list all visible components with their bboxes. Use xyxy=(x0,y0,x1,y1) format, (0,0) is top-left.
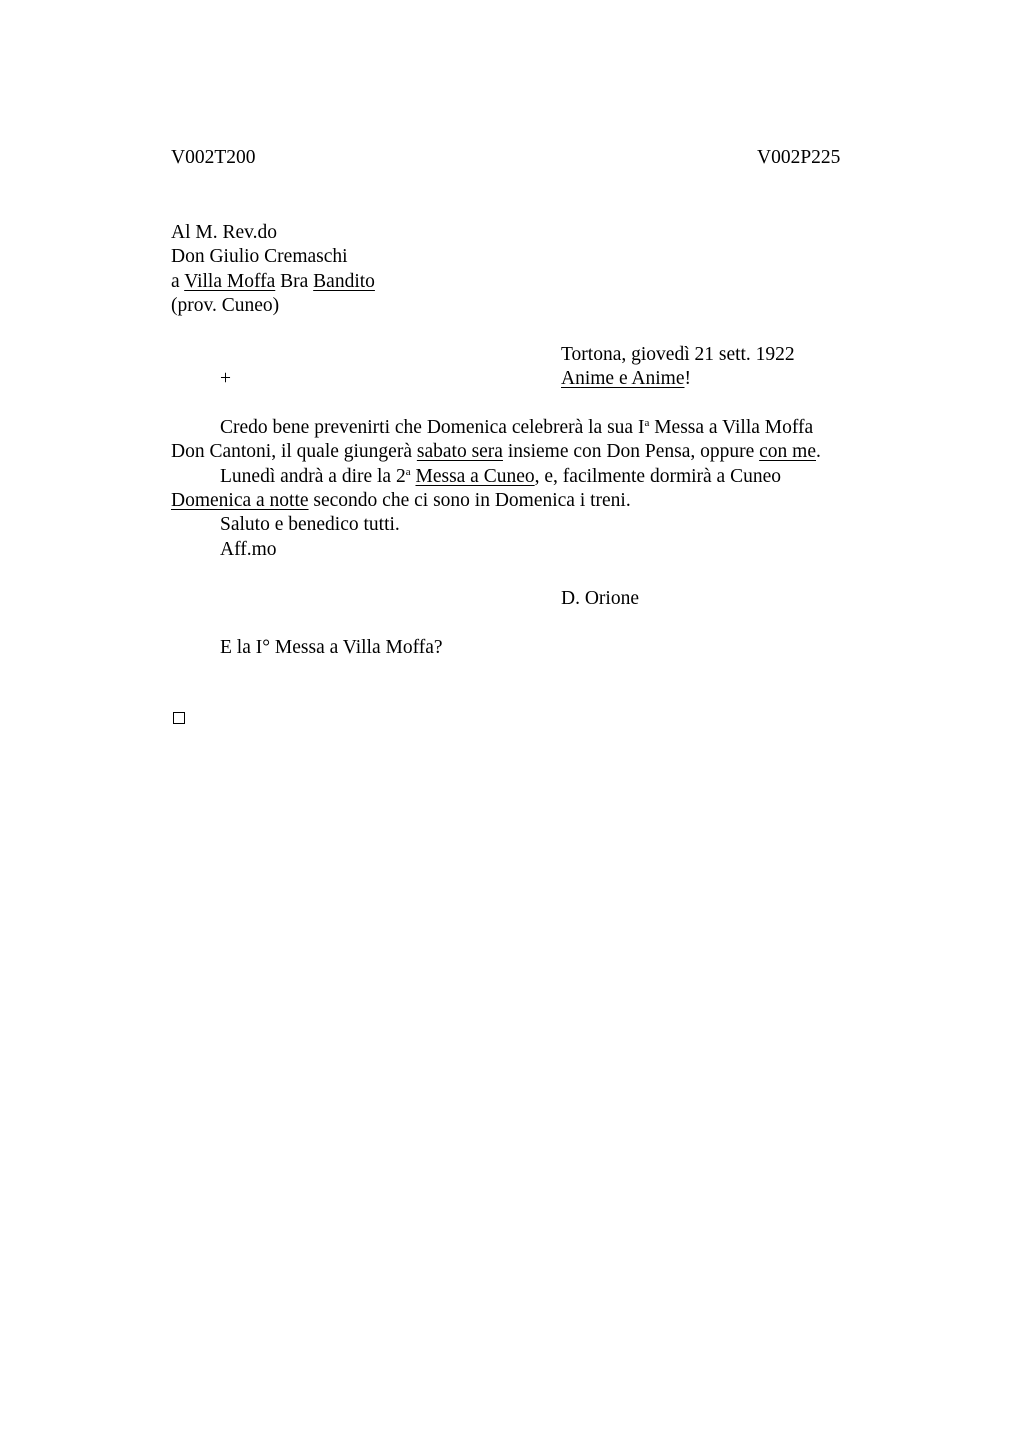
place-and-date: Tortona, giovedì 21 sett. 1922 xyxy=(561,344,795,365)
body-text: secondo che ci sono in Domenica i treni. xyxy=(308,490,631,511)
signature: D. Orione xyxy=(561,588,639,609)
end-mark-square xyxy=(173,712,185,724)
body-text: insieme con Don Pensa, oppure xyxy=(502,441,760,462)
postscript: E la I° Messa a Villa Moffa? xyxy=(220,637,443,658)
address-line-4: (prov. Cuneo) xyxy=(171,295,280,316)
address-line-3 xyxy=(171,270,375,294)
body-text: Credo bene prevenirti che Domenica celebrerà la sua I xyxy=(220,417,645,438)
underlined-text: Messa a Cuneo xyxy=(415,466,535,487)
body-line-2 xyxy=(171,440,821,464)
motto xyxy=(561,367,691,391)
body-text: Don Cantoni, il quale giungerà xyxy=(171,441,417,462)
underlined-text: Domenica a notte xyxy=(171,490,309,511)
body-text: Messa a Villa Moffa xyxy=(649,417,814,438)
address-place-bandito: Bandito xyxy=(313,271,375,292)
body-line-1 xyxy=(220,416,813,440)
document-code-right: V002P225 xyxy=(757,147,841,168)
body-line-6: Aff.mo xyxy=(220,539,277,560)
body-text: Lunedì andrà a dire la 2 xyxy=(220,466,406,487)
document-code-left: V002T200 xyxy=(171,147,256,168)
address-line-2: Don Giulio Cremaschi xyxy=(171,246,348,267)
body-text: , e, facilmente dormirà a Cuneo xyxy=(534,466,781,487)
address-prefix: a xyxy=(171,271,185,292)
underlined-text: sabato sera xyxy=(416,441,503,462)
address-middle: Bra xyxy=(275,271,314,292)
cross-mark: + xyxy=(220,368,231,389)
body-line-3 xyxy=(220,465,781,489)
address-place-villa-moffa: Villa Moffa xyxy=(184,271,276,292)
motto-suffix: ! xyxy=(684,368,691,389)
body-line-5: Saluto e benedico tutti. xyxy=(220,514,400,535)
body-line-4 xyxy=(171,489,631,513)
address-line-1: Al M. Rev.do xyxy=(171,222,277,243)
body-text: . xyxy=(816,441,821,462)
superscript: a xyxy=(405,466,411,478)
motto-text: Anime e Anime xyxy=(561,368,685,389)
superscript: a xyxy=(644,417,650,429)
underlined-text: con me xyxy=(759,441,816,462)
